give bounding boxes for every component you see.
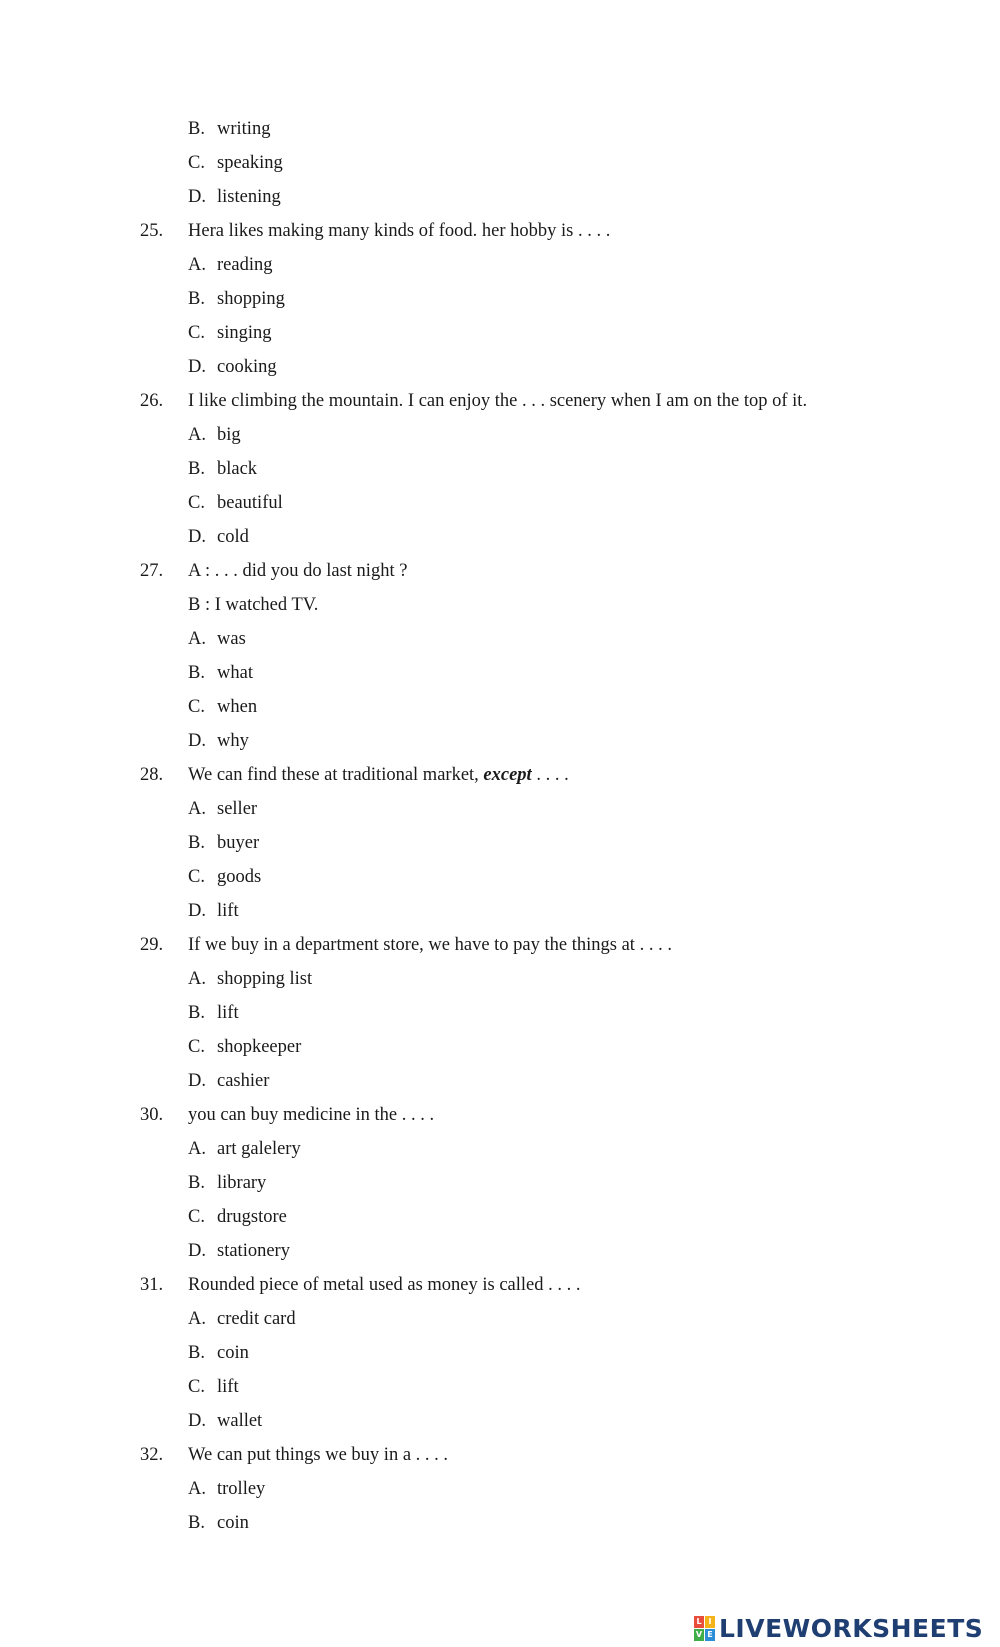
question-emphasis: except bbox=[483, 765, 532, 785]
question-text: A : . . . did you do last night ? bbox=[188, 561, 408, 581]
option-text: when bbox=[217, 697, 258, 717]
option-text: was bbox=[217, 629, 246, 649]
option-letter: B. bbox=[188, 1003, 205, 1023]
question-text: you can buy medicine in the . . . . bbox=[188, 1105, 435, 1125]
option-letter: A. bbox=[188, 1309, 206, 1329]
option-letter: D. bbox=[188, 731, 206, 751]
question-text-before: We can find these at traditional market, bbox=[188, 765, 484, 785]
option-letter: B. bbox=[188, 663, 205, 683]
option-text: writing bbox=[217, 119, 271, 139]
option-text: black bbox=[217, 459, 258, 479]
option-text: drugstore bbox=[217, 1207, 287, 1227]
option-letter: D. bbox=[188, 1411, 206, 1431]
option-text: buyer bbox=[217, 833, 260, 853]
option-text: reading bbox=[217, 255, 273, 275]
option-text: coin bbox=[217, 1343, 249, 1363]
option-letter: C. bbox=[188, 1377, 205, 1397]
option-letter: D. bbox=[188, 901, 206, 921]
option-text: seller bbox=[217, 799, 258, 819]
option-text: lift bbox=[217, 901, 239, 921]
option-text: cooking bbox=[217, 357, 277, 377]
option-letter: A. bbox=[188, 425, 206, 445]
logo-tile: I bbox=[705, 1616, 715, 1628]
option-letter: B. bbox=[188, 1173, 205, 1193]
option-letter: B. bbox=[188, 289, 205, 309]
option-letter: B. bbox=[188, 1513, 205, 1533]
option-text: what bbox=[217, 663, 253, 683]
option-letter: C. bbox=[188, 697, 205, 717]
option-letter: A. bbox=[188, 1139, 206, 1159]
question-text: If we buy in a department store, we have to pay the things at . . . . bbox=[188, 935, 672, 955]
option-text: library bbox=[217, 1173, 267, 1193]
option-letter: D. bbox=[188, 357, 206, 377]
question-text: Hera likes making many kinds of food. her hobby is . . . . bbox=[188, 221, 611, 241]
option-text: shopping list bbox=[217, 969, 313, 989]
logo-grid-icon bbox=[694, 1616, 715, 1641]
question-text: I like climbing the mountain. I can enjoy the . . . scenery when I am on the top of it. bbox=[188, 391, 808, 411]
option-text: cold bbox=[217, 527, 249, 547]
question-number: 29. bbox=[140, 935, 164, 955]
option-letter: B. bbox=[188, 1343, 205, 1363]
option-text: lift bbox=[217, 1377, 239, 1397]
option-text: credit card bbox=[217, 1309, 296, 1329]
question-number: 27. bbox=[140, 561, 164, 581]
logo-wordmark: LIVEWORKSHEETS bbox=[719, 1613, 984, 1643]
option-letter: C. bbox=[188, 1207, 205, 1227]
question-number: 30. bbox=[140, 1105, 164, 1125]
dialog-text: B : I watched TV. bbox=[188, 595, 319, 615]
option-text: cashier bbox=[217, 1071, 270, 1091]
option-letter: C. bbox=[188, 867, 205, 887]
option-text: trolley bbox=[217, 1479, 266, 1499]
option-text: beautiful bbox=[217, 493, 283, 513]
option-text: stationery bbox=[217, 1241, 290, 1261]
option-letter: A. bbox=[188, 799, 206, 819]
question-number: 28. bbox=[140, 765, 164, 785]
option-letter: D. bbox=[188, 1241, 206, 1261]
logo-tile: L bbox=[694, 1616, 704, 1628]
option-text: why bbox=[217, 731, 249, 751]
option-letter: D. bbox=[188, 1071, 206, 1091]
option-letter: A. bbox=[188, 255, 206, 275]
option-letter: C. bbox=[188, 323, 205, 343]
option-letter: B. bbox=[188, 833, 205, 853]
liveworksheets-logo bbox=[694, 1610, 983, 1646]
option-text: lift bbox=[217, 1003, 239, 1023]
question-text bbox=[188, 763, 569, 787]
logo-tile: V bbox=[695, 1629, 703, 1639]
question-text: We can put things we buy in a . . . . bbox=[188, 1445, 449, 1465]
option-letter: C. bbox=[188, 1037, 205, 1057]
option-letter: C. bbox=[188, 493, 205, 513]
question-number: 25. bbox=[140, 221, 164, 241]
option-text: singing bbox=[217, 323, 272, 343]
question-text-after: . . . . bbox=[531, 765, 569, 785]
option-letter: D. bbox=[188, 187, 206, 207]
option-text: shopkeeper bbox=[217, 1037, 302, 1057]
option-letter: D. bbox=[188, 527, 206, 547]
question-number: 31. bbox=[140, 1275, 164, 1295]
option-text: speaking bbox=[217, 153, 283, 173]
question-number: 26. bbox=[140, 391, 164, 411]
option-letter: B. bbox=[188, 119, 205, 139]
option-text: big bbox=[217, 425, 241, 445]
option-letter: A. bbox=[188, 1479, 206, 1499]
option-text: coin bbox=[217, 1513, 249, 1533]
option-letter: C. bbox=[188, 153, 205, 173]
option-text: goods bbox=[217, 867, 262, 887]
logo-tile: E bbox=[705, 1629, 715, 1641]
option-text: listening bbox=[217, 187, 281, 207]
question-number: 32. bbox=[140, 1445, 164, 1465]
option-letter: A. bbox=[188, 629, 206, 649]
option-text: wallet bbox=[217, 1411, 263, 1431]
question-text: Rounded piece of metal used as money is called . . . . bbox=[188, 1275, 581, 1295]
option-letter: B. bbox=[188, 459, 205, 479]
option-text: shopping bbox=[217, 289, 285, 309]
option-text: art galelery bbox=[217, 1139, 301, 1159]
option-letter: A. bbox=[188, 969, 206, 989]
